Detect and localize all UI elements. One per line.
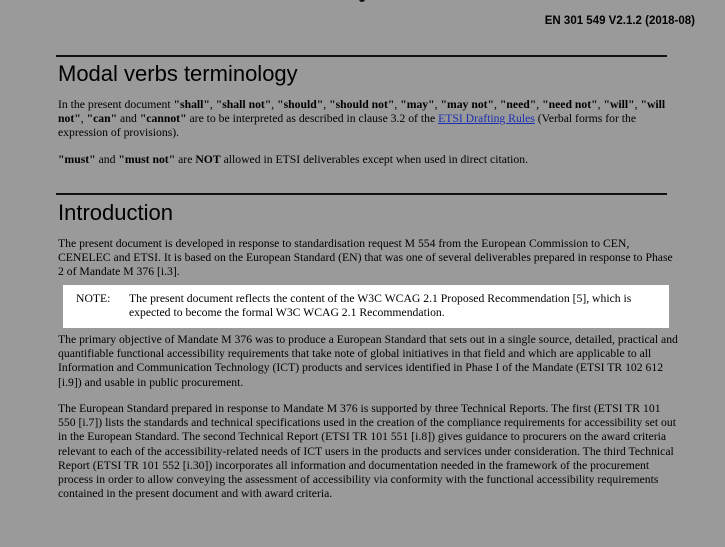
modal-middle-text: are to be interpreted as described in clause 3.2 of the: [186, 112, 439, 126]
modal-term: "may": [400, 98, 435, 111]
modal-verbs-paragraph: [58, 98, 678, 141]
modal-term: "should": [277, 98, 324, 111]
modal-term-separator: ,: [597, 98, 604, 111]
note-text: The present document reflects the content of the W3C WCAG 2.1 Proposed Recommendation [5], which is expected to become the formal W3C WCAG 2.1 Recommendation.: [129, 292, 632, 320]
modal-term-separator: ,: [80, 112, 87, 126]
modal-term-separator: ,: [434, 98, 441, 111]
must-term: "must": [58, 153, 96, 166]
must-conjunction: and: [95, 153, 119, 166]
section-rule-modal: [56, 55, 667, 57]
intro-paragraph-3: The European Standard prepared in response to Mandate M 376 is supported by three Technical Reports. The first (ETSI TR 101 550 [i.7]) lists the standards and technical specifications used in the creation of the compliance requirements for accessibility set out in the European Standard. The second Technical Report (ETSI TR 101 551 [i.8]) gives guidance to procurers on the award criteria relevant to each of the accessibility-related needs of ICT users in the products and services under consideration. The third Technical Report (ETSI TR 101 552 [i.30]) incorporates all information and documentation needed in the framework of the procurement process in order to allow conveying the assessment of accessibility via conformity with the functional accessibility requirements contained in the present document and with award criteria.: [58, 402, 676, 501]
note-highlight-box: [63, 285, 669, 328]
must-are-text: are: [175, 153, 196, 166]
not-emphasis: NOT: [195, 153, 221, 166]
modal-term: "shall": [173, 98, 210, 111]
page-top-mark: [359, 0, 365, 2]
modal-term-separator: ,: [536, 98, 543, 111]
modal-term: "shall not": [215, 98, 272, 111]
modal-term: "need not": [542, 98, 598, 111]
heading-introduction: Introduction: [58, 200, 173, 225]
modal-term-separator: ,: [634, 98, 641, 111]
modal-term: "cannot": [139, 112, 187, 126]
modal-term-separator: ,: [271, 98, 278, 111]
must-paragraph: [58, 153, 678, 167]
modal-term: "will": [603, 98, 635, 111]
modal-term-separator: ,: [323, 98, 330, 111]
section-rule-introduction: [56, 193, 667, 195]
modal-end-text: (Verbal forms for the expression of provisions).: [58, 112, 637, 140]
modal-term: "will not": [58, 98, 666, 126]
modal-term: "need": [499, 98, 537, 111]
intro-paragraph-2: The primary objective of Mandate M 376 was to produce a European Standard that sets out in a single source, detailed, practical and quantifiable functional accessibility requirements that take note of global initiatives in that field and which are applicable to all Information and Communication Technology (ICT) products and services identified in Phase I of the Mandate (ETSI TR 102 612 [i.9]) and usable in public procurement.: [58, 333, 678, 389]
heading-modal-verbs: Modal verbs terminology: [58, 61, 298, 86]
modal-term-separator: ,: [209, 98, 216, 111]
document-id: EN 301 549 V2.1.2 (2018-08): [544, 15, 695, 27]
modal-intro-text: In the present document: [58, 98, 174, 111]
note-label: NOTE:: [76, 292, 111, 305]
modal-term: "may not": [440, 98, 495, 111]
intro-paragraph-1: The present document is developed in response to standardisation request M 554 from the European Commission to CEN, CENELEC and ETSI. It is based on the European Standard (EN) that was one of several deliverables prepared in response to Phase 2 of Mandate M 376 [i.3].: [58, 237, 673, 279]
etsi-drafting-rules-link[interactable]: ETSI Drafting Rules: [438, 112, 535, 126]
modal-term-separator: and: [117, 112, 140, 126]
modal-term-separator: ,: [394, 98, 401, 111]
modal-term-separator: ,: [494, 98, 500, 111]
must-not-term: "must not": [118, 153, 176, 166]
must-rest-text: allowed in ETSI deliverables except when used in direct citation.: [220, 153, 528, 166]
modal-term: "can": [86, 112, 118, 126]
modal-term: "should not": [329, 98, 395, 111]
